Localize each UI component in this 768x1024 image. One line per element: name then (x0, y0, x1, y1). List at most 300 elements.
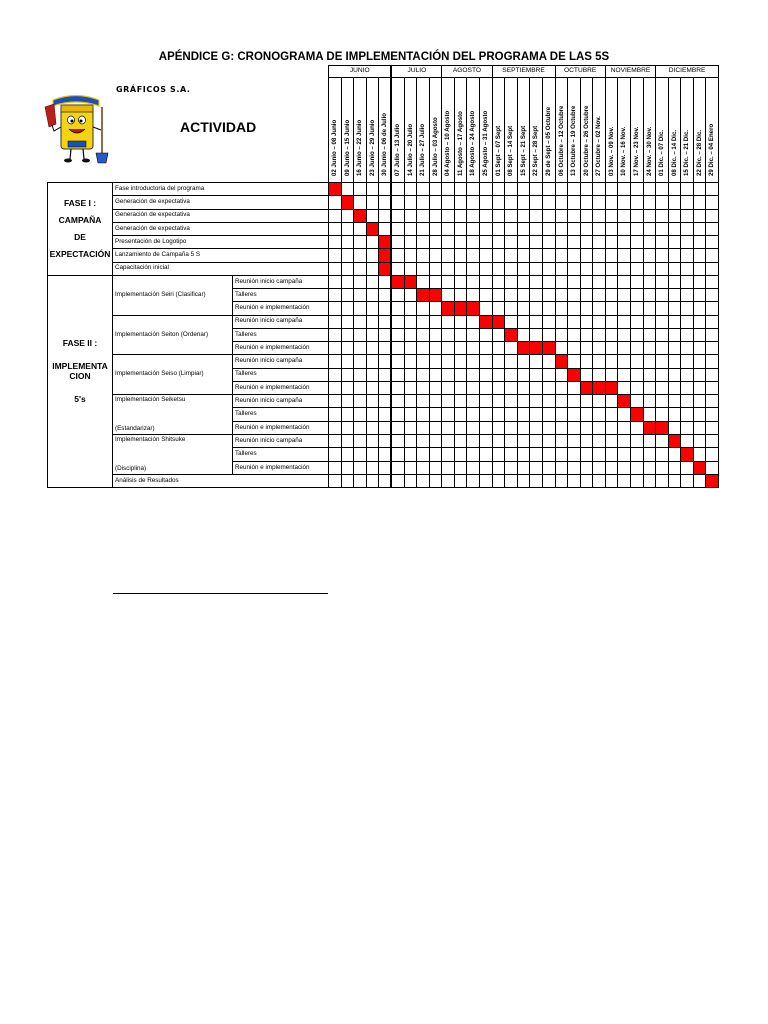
week-cell (379, 475, 392, 488)
week-cell (354, 183, 367, 196)
week-cell (454, 342, 467, 355)
week-cell (480, 328, 493, 341)
week-label: 09 Junio – 15 Junio (343, 119, 351, 176)
week-cell (517, 315, 530, 328)
week-cell (668, 355, 681, 368)
week-cell (354, 448, 367, 461)
week-cell (630, 328, 643, 341)
week-cell (366, 448, 379, 461)
activity-label: Generación de expectativa (113, 209, 329, 222)
scheduled-week-cell (706, 475, 719, 488)
week-cell (593, 435, 606, 448)
week-cell (530, 408, 543, 421)
week-cell (391, 209, 404, 222)
week-cell (429, 408, 442, 421)
week-cell (517, 249, 530, 262)
week-cell (706, 275, 719, 288)
week-cell (668, 183, 681, 196)
week-cell (417, 435, 430, 448)
week-cell (681, 302, 694, 315)
week-cell (404, 421, 417, 434)
week-cell (630, 262, 643, 275)
week-cell (605, 342, 618, 355)
week-cell (505, 342, 518, 355)
week-cell (568, 448, 581, 461)
week-cell (706, 222, 719, 235)
week-cell (417, 183, 430, 196)
week-cell (442, 435, 455, 448)
week-cell (656, 395, 669, 408)
week-cell (593, 421, 606, 434)
week-cell (429, 222, 442, 235)
week-cell (568, 475, 581, 488)
week-cell (467, 209, 480, 222)
week-cell (391, 289, 404, 302)
week-cell (329, 461, 342, 474)
week-label: 16 Junio – 22 Junio (356, 119, 364, 176)
week-cell (429, 368, 442, 381)
week-cell (404, 236, 417, 249)
week-header (505, 78, 518, 183)
week-cell (517, 236, 530, 249)
scheduled-week-cell (454, 302, 467, 315)
week-cell (517, 421, 530, 434)
week-cell (329, 368, 342, 381)
week-cell (530, 183, 543, 196)
week-cell (467, 289, 480, 302)
scheduled-week-cell (480, 315, 493, 328)
schedule-row (48, 209, 719, 222)
week-cell (329, 249, 342, 262)
week-cell (517, 328, 530, 341)
task-label: Talleres (233, 328, 329, 341)
week-cell (593, 368, 606, 381)
week-header (656, 78, 669, 183)
week-cell (605, 209, 618, 222)
week-cell (505, 368, 518, 381)
week-header (417, 78, 430, 183)
week-cell (404, 355, 417, 368)
week-cell (630, 249, 643, 262)
week-label: 29 de Sept – 05 Octubre (544, 106, 552, 176)
week-cell (555, 381, 568, 394)
week-cell (429, 302, 442, 315)
week-cell (656, 435, 669, 448)
week-cell (693, 328, 706, 341)
week-cell (366, 289, 379, 302)
scheduled-week-cell (404, 275, 417, 288)
week-cell (580, 236, 593, 249)
week-cell (630, 302, 643, 315)
week-cell (580, 421, 593, 434)
week-cell (517, 435, 530, 448)
week-cell (668, 461, 681, 474)
week-cell (530, 289, 543, 302)
week-label: 02 Junio – 08 Junio (331, 119, 339, 176)
scheduled-week-cell (467, 302, 480, 315)
week-cell (693, 355, 706, 368)
week-cell (417, 262, 430, 275)
week-cell (555, 475, 568, 488)
week-cell (605, 355, 618, 368)
week-cell (467, 395, 480, 408)
week-cell (391, 461, 404, 474)
week-cell (668, 275, 681, 288)
week-cell (341, 289, 354, 302)
week-header (391, 78, 404, 183)
week-cell (492, 355, 505, 368)
week-cell (656, 448, 669, 461)
week-cell (492, 448, 505, 461)
week-cell (366, 421, 379, 434)
week-cell (417, 355, 430, 368)
phase-1-cell (48, 183, 113, 276)
week-cell (454, 461, 467, 474)
week-cell (442, 421, 455, 434)
week-cell (530, 368, 543, 381)
week-cell (480, 236, 493, 249)
week-cell (542, 196, 555, 209)
scheduled-week-cell (580, 381, 593, 394)
week-cell (643, 196, 656, 209)
week-header (555, 78, 568, 183)
week-cell (530, 302, 543, 315)
week-cell (429, 249, 442, 262)
week-cell (568, 435, 581, 448)
week-cell (442, 183, 455, 196)
week-cell (480, 461, 493, 474)
week-cell (329, 395, 342, 408)
week-cell (391, 475, 404, 488)
week-cell (630, 196, 643, 209)
week-cell (354, 302, 367, 315)
week-cell (568, 328, 581, 341)
week-cell (643, 183, 656, 196)
week-cell (467, 461, 480, 474)
week-cell (618, 222, 631, 235)
week-cell (643, 448, 656, 461)
week-cell (681, 395, 694, 408)
week-cell (467, 183, 480, 196)
week-cell (555, 302, 568, 315)
week-cell (618, 236, 631, 249)
week-cell (693, 421, 706, 434)
week-cell (630, 183, 643, 196)
week-label: 29 Dic. – 04 Enero (708, 123, 716, 176)
week-cell (417, 236, 430, 249)
week-cell (467, 196, 480, 209)
week-cell (329, 222, 342, 235)
week-header (329, 78, 342, 183)
week-cell (354, 381, 367, 394)
week-cell (341, 342, 354, 355)
week-cell (593, 249, 606, 262)
schedule-body (48, 66, 719, 488)
week-cell (329, 289, 342, 302)
week-cell (668, 475, 681, 488)
week-cell (391, 328, 404, 341)
week-header (630, 78, 643, 183)
activity-group-label: Implementación Seiri (Clasificar) (113, 275, 233, 315)
week-cell (505, 315, 518, 328)
week-cell (618, 342, 631, 355)
week-cell (668, 408, 681, 421)
week-cell (379, 421, 392, 434)
week-cell (605, 183, 618, 196)
week-cell (404, 475, 417, 488)
week-cell (417, 408, 430, 421)
task-label: Reunión inicio campaña (233, 315, 329, 328)
week-cell (706, 236, 719, 249)
week-cell (517, 209, 530, 222)
week-header (517, 78, 530, 183)
week-cell (417, 315, 430, 328)
week-cell (517, 302, 530, 315)
scheduled-week-cell (568, 368, 581, 381)
week-cell (643, 475, 656, 488)
scheduled-week-cell (517, 342, 530, 355)
week-cell (668, 368, 681, 381)
week-cell (593, 328, 606, 341)
week-cell (442, 395, 455, 408)
week-cell (467, 262, 480, 275)
week-cell (404, 249, 417, 262)
week-cell (656, 222, 669, 235)
week-cell (605, 262, 618, 275)
week-cell (681, 328, 694, 341)
header-corner (48, 66, 329, 183)
week-cell (693, 448, 706, 461)
task-label: Reunión inicio campaña (233, 395, 329, 408)
week-cell (618, 249, 631, 262)
scheduled-week-cell (555, 355, 568, 368)
week-cell (542, 355, 555, 368)
week-cell (354, 236, 367, 249)
week-cell (517, 262, 530, 275)
week-cell (605, 435, 618, 448)
week-cell (492, 328, 505, 341)
week-label: 08 Dic. – 14 Dic. (670, 129, 678, 176)
week-cell (341, 461, 354, 474)
week-cell (668, 328, 681, 341)
week-cell (366, 275, 379, 288)
week-cell (555, 448, 568, 461)
week-cell (354, 262, 367, 275)
week-cell (693, 183, 706, 196)
week-cell (505, 421, 518, 434)
week-cell (693, 315, 706, 328)
week-cell (656, 209, 669, 222)
week-cell (656, 183, 669, 196)
week-cell (366, 475, 379, 488)
week-cell (379, 435, 392, 448)
scheduled-week-cell (618, 395, 631, 408)
week-cell (618, 209, 631, 222)
week-cell (593, 262, 606, 275)
week-label: 21 Julio – 27 Julio (419, 123, 427, 176)
week-cell (429, 461, 442, 474)
month-header: JULIO (391, 66, 441, 78)
week-cell (341, 183, 354, 196)
activity-group-label (113, 435, 233, 475)
week-cell (593, 196, 606, 209)
week-cell (329, 328, 342, 341)
week-cell (517, 475, 530, 488)
week-cell (379, 368, 392, 381)
scheduled-week-cell (366, 222, 379, 235)
week-cell (329, 315, 342, 328)
week-cell (656, 342, 669, 355)
week-cell (593, 209, 606, 222)
week-cell (542, 236, 555, 249)
week-cell (656, 475, 669, 488)
week-cell (391, 183, 404, 196)
week-cell (454, 421, 467, 434)
week-cell (605, 461, 618, 474)
week-cell (517, 395, 530, 408)
week-cell (706, 421, 719, 434)
week-cell (668, 249, 681, 262)
week-cell (492, 302, 505, 315)
week-header (530, 78, 543, 183)
week-cell (706, 355, 719, 368)
week-cell (681, 183, 694, 196)
week-header (354, 78, 367, 183)
week-cell (668, 395, 681, 408)
week-cell (555, 289, 568, 302)
week-cell (429, 209, 442, 222)
week-cell (530, 262, 543, 275)
task-label: Reunión inicio campaña (233, 275, 329, 288)
phase-2-cell (48, 275, 113, 488)
week-cell (391, 222, 404, 235)
week-cell (630, 222, 643, 235)
week-cell (454, 475, 467, 488)
task-label: Reunión e implementación (233, 381, 329, 394)
week-cell (505, 275, 518, 288)
schedule-row (48, 222, 719, 235)
week-cell (354, 289, 367, 302)
week-cell (429, 435, 442, 448)
week-cell (706, 328, 719, 341)
week-cell (442, 475, 455, 488)
scheduled-week-cell (630, 408, 643, 421)
week-cell (480, 302, 493, 315)
week-cell (643, 249, 656, 262)
week-cell (580, 355, 593, 368)
scheduled-week-cell (379, 249, 392, 262)
week-cell (542, 475, 555, 488)
week-cell (681, 381, 694, 394)
week-cell (693, 196, 706, 209)
schedule-row (48, 183, 719, 196)
week-label: 18 Agosto – 24 Agosto (469, 110, 477, 176)
week-cell (454, 448, 467, 461)
week-cell (618, 408, 631, 421)
week-cell (618, 302, 631, 315)
week-cell (454, 289, 467, 302)
week-cell (492, 368, 505, 381)
week-cell (366, 381, 379, 394)
month-header-row (48, 66, 719, 78)
activity-group-label (113, 395, 233, 435)
week-cell (605, 328, 618, 341)
week-cell (454, 262, 467, 275)
week-cell (643, 262, 656, 275)
week-header (593, 78, 606, 183)
week-cell (580, 302, 593, 315)
week-cell (542, 435, 555, 448)
week-label: 25 Agosto – 31 Agosto (482, 110, 489, 176)
week-cell (454, 408, 467, 421)
week-cell (442, 381, 455, 394)
week-cell (379, 448, 392, 461)
week-cell (480, 421, 493, 434)
week-cell (630, 355, 643, 368)
week-cell (417, 196, 430, 209)
week-cell (530, 249, 543, 262)
week-label: 14 Julio – 20 Julio (406, 123, 414, 176)
week-cell (429, 275, 442, 288)
week-cell (618, 262, 631, 275)
week-header (480, 78, 493, 183)
week-cell (492, 475, 505, 488)
week-cell (366, 461, 379, 474)
week-cell (492, 183, 505, 196)
week-cell (467, 328, 480, 341)
week-cell (442, 289, 455, 302)
week-cell (341, 315, 354, 328)
week-header (706, 78, 719, 183)
week-cell (505, 355, 518, 368)
week-label: 22 Sept – 28 Sept (532, 125, 540, 176)
week-cell (630, 368, 643, 381)
week-cell (618, 275, 631, 288)
week-label: 08 Sept – 14 Sept (507, 125, 515, 176)
week-label: 11 Agosto – 17 Agosto (456, 111, 464, 176)
week-cell (580, 196, 593, 209)
week-label: 30 Junio – 06 de Julio (381, 113, 389, 176)
week-cell (404, 222, 417, 235)
week-cell (354, 408, 367, 421)
week-cell (681, 289, 694, 302)
week-cell (429, 381, 442, 394)
week-cell (329, 209, 342, 222)
activity-group-name: Implementación Shitsuke (115, 436, 186, 443)
week-cell (480, 262, 493, 275)
week-header (454, 78, 467, 183)
week-cell (706, 249, 719, 262)
week-header (618, 78, 631, 183)
week-cell (480, 355, 493, 368)
week-cell (354, 461, 367, 474)
week-cell (391, 448, 404, 461)
week-cell (568, 289, 581, 302)
week-cell (681, 461, 694, 474)
week-cell (706, 289, 719, 302)
phase-2-label-line: IMPLEMENTA (52, 360, 108, 371)
week-cell (618, 355, 631, 368)
schedule-sheet (47, 65, 719, 488)
week-cell (404, 368, 417, 381)
scheduled-week-cell (341, 196, 354, 209)
phase-1-label-line: EXPECTACIÓN (49, 248, 111, 259)
week-cell (379, 183, 392, 196)
week-cell (341, 395, 354, 408)
month-header: NOVIEMBRE (605, 66, 655, 78)
week-cell (555, 368, 568, 381)
week-cell (681, 275, 694, 288)
